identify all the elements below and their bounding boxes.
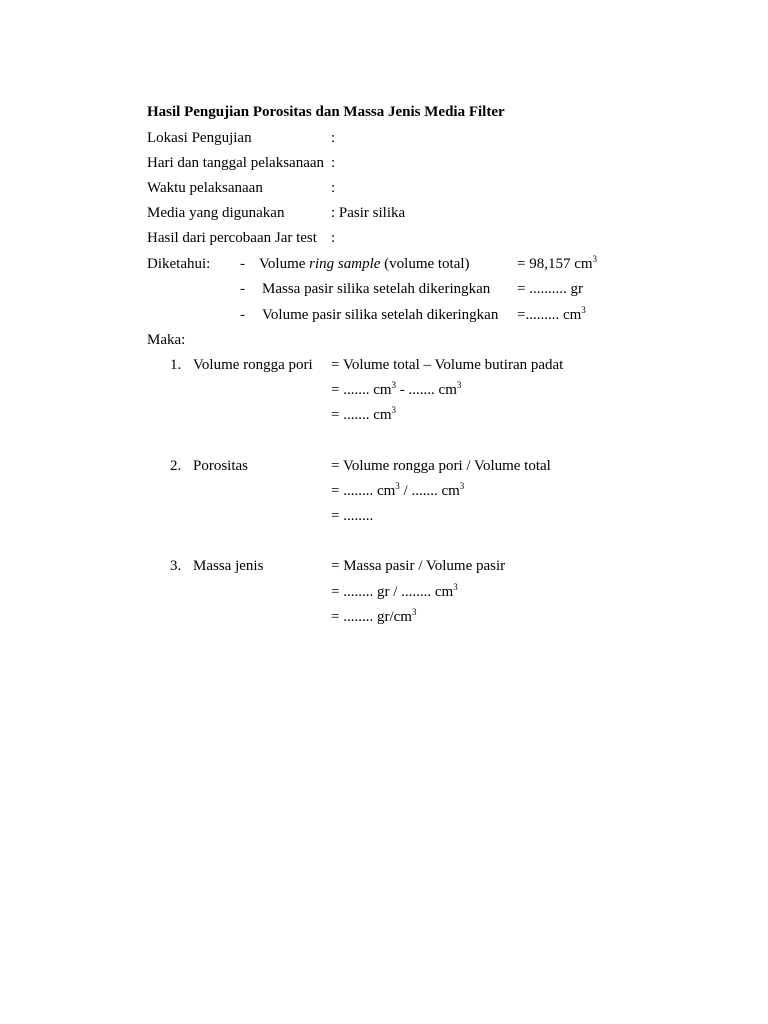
maka-item-eq2: = ........ gr / ........ $cm^3$ [331, 582, 458, 600]
maka-item-eq2: = ....... $cm^3$ - ....... $cm^3$ [331, 380, 462, 398]
document-title: Hasil Pengujian Porositas dan Massa Jenis Media Filter [147, 104, 505, 120]
maka-item-eq3: = ........ [331, 508, 374, 524]
diketahui-value-massa-pasir: = .......... gr [517, 281, 583, 297]
maka-item-eq3: = ........ $gr/cm^3$ [331, 607, 417, 625]
diketahui-dash: - [240, 281, 245, 297]
diketahui-dash: - [240, 307, 245, 323]
diketahui-item-volume-ring: Volume ring sample (volume total) [259, 256, 470, 272]
maka-item-name-volume-rongga: Volume rongga pori [193, 357, 313, 373]
field-label-hari-tanggal: Hari dan tanggal pelaksanaan [147, 155, 325, 171]
diketahui-label: Diketahui: [147, 256, 211, 272]
maka-item-name-porositas: Porositas [193, 458, 249, 474]
field-label-hasil: Hasil dari percobaan Jar test [147, 230, 317, 246]
field-value-hasil: : [331, 230, 336, 246]
diketahui-item-volume-pasir: Volume pasir silika setelah dikeringkan [262, 307, 499, 323]
field-label-media: Media yang digunakan [147, 205, 285, 221]
maka-item-number: 3. [170, 558, 182, 574]
maka-label: Maka: [147, 332, 186, 348]
field-value-media: : Pasir silika [331, 205, 406, 221]
field-value-waktu: : [331, 180, 336, 196]
field-label-lokasi: Lokasi Pengujian [147, 130, 252, 146]
maka-item-eq3: = ....... $cm^3$ [331, 405, 397, 423]
field-value-hari-tanggal: : [331, 155, 336, 171]
field-value-lokasi: : [331, 130, 336, 146]
diketahui-dash: - [240, 256, 245, 272]
maka-item-eq2: = ........ $cm^3$ / ....... $cm^3$ [331, 481, 465, 499]
maka-item-number: 1. [170, 357, 182, 373]
maka-item-eq1: = Volume rongga pori / Volume total [331, 458, 551, 474]
diketahui-value-volume-pasir: =......... $cm^3$ [517, 305, 586, 323]
diketahui-value-volume-ring: = 98,157 $cm^3$ [517, 254, 598, 272]
maka-item-eq1: = Massa pasir / Volume pasir [331, 558, 506, 574]
maka-item-number: 2. [170, 458, 182, 474]
diketahui-item-massa-pasir: Massa pasir silika setelah dikeringkan [262, 281, 491, 297]
maka-item-eq1: = Volume total – Volume butiran padat [331, 357, 564, 373]
field-label-waktu: Waktu pelaksanaan [147, 180, 263, 196]
maka-item-name-massa-jenis: Massa jenis [193, 558, 264, 574]
